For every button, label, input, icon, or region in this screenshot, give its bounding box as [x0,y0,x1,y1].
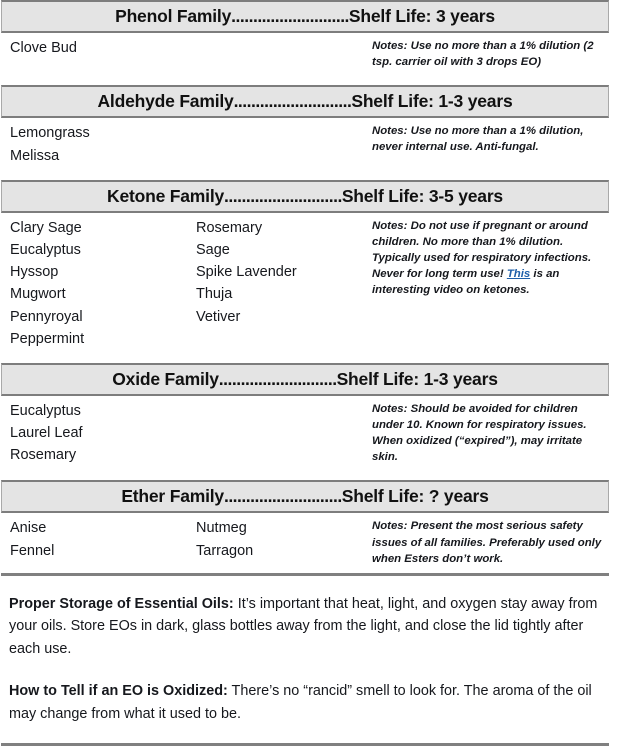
list-item: Thuja [196,286,233,303]
footer-rule-wrapper [0,725,627,746]
proper-storage-heading: Proper Storage of Essential Oils: [9,595,234,612]
list-item: Spike Lavender [196,264,297,281]
families-table-body [1,0,609,573]
list-item: Laurel Leaf [10,425,83,442]
family-dots-aldehyde: ........................... [233,91,352,112]
list-item: Rosemary [196,219,263,236]
oil-list-oxide-1 [1,396,187,471]
oils-column-2-aldehyde [187,118,364,170]
oil-list-ketone-1 [1,213,187,354]
list-item: Mugwort [10,286,66,303]
family-shelf-life-oxide: Shelf Life: 1-3 years [336,368,498,389]
family-header-row-ketone [1,180,609,213]
list-item: Fennel [10,542,55,559]
list-item: Nutmeg [196,520,247,537]
family-dots-phenol: ........................... [231,6,349,26]
oil-list-aldehyde-2 [187,118,364,126]
notes-ether [364,513,609,572]
list-item: Rosemary [10,447,77,464]
list-item: Clove Bud [10,40,77,57]
family-header-phenol [1,0,609,33]
list-item: Lemongrass [10,125,90,142]
notes-column-ether [364,513,609,572]
list-item: Vetiver [196,308,241,325]
oils-column-1-oxide [1,396,187,471]
oil-list-oxide-2 [187,396,364,404]
notes-text-oxide: Should be avoided for children under 10. Known for respiratory issues. When oxidized (“expired”), may irritate skin. [372,403,587,464]
family-name-phenol: Phenol Family [115,6,232,26]
family-dots-ether: ........................... [223,486,342,507]
family-header-row-aldehyde [1,85,609,118]
oils-column-2-phenol [187,33,364,76]
list-item: Hyssop [10,264,59,281]
oxidized-heading: How to Tell if an EO is Oxidized: [9,683,228,700]
oil-list-ketone-2 [187,213,364,332]
notes-phenol [364,33,609,76]
family-name-aldehyde: Aldehyde Family [97,91,234,112]
family-header-row-phenol [1,0,609,33]
oils-column-2-ketone [187,213,364,354]
ketone-video-link[interactable]: This [506,268,531,281]
notes-label-oxide: Notes: [372,403,408,416]
family-header-cell-oxide [1,363,609,396]
family-header-cell-aldehyde [1,85,609,118]
family-header-ketone [1,180,609,213]
family-header-cell-ketone [1,180,609,213]
notes-label-ketone: Notes: [372,219,408,232]
family-shelf-life-phenol: Shelf Life: 3 years [348,6,495,26]
notes-text-phenol: Use no more than a 1% dilution (2 tsp. carrier oil with 3 drops EO) [372,40,594,69]
notes-column-phenol [364,33,609,76]
oxidized-text: There’s no “rancid” smell to look for. The aroma of the oil may change from what it used to be. [9,683,592,722]
notes-text-ketone: Do not use if pregnant or around children. No more than 1% dilution. Typically used for respiratory infections. Never for long term use! [372,219,592,281]
oils-column-2-ether [187,513,364,572]
family-body-row-aldehyde [1,118,609,170]
list-item: Anise [10,520,47,537]
section-gap-ketone [1,354,609,363]
family-header-cell-phenol [1,0,609,33]
list-item: Peppermint [10,330,85,347]
proper-storage-paragraph [9,576,605,660]
family-shelf-life-aldehyde: Shelf Life: 1-3 years [351,91,513,112]
oil-list-phenol-1 [1,33,187,63]
family-header-row-oxide [1,363,609,396]
notes-oxide [364,396,609,471]
proper-storage-text: It’s important that heat, light, and oxygen stay away from your oils. Store EOs in dark, glass bottles away from the light, and close the lid tightly after each use. [9,595,598,657]
notes-text-ketone-after: is an interesting video on ketones. [372,268,560,297]
family-body-row-oxide [1,396,609,471]
family-name-ketone: Ketone Family [107,185,225,206]
oil-list-ether-1 [1,513,187,565]
list-item: Tarragon [196,542,254,559]
oils-column-2-oxide [187,396,364,471]
family-header-row-ether [1,480,609,513]
notes-column-aldehyde [364,118,609,170]
list-item: Eucalyptus [10,403,81,420]
family-body-row-phenol [1,33,609,76]
family-dots-ketone: ........................... [224,185,342,206]
section-gap-oxide [1,471,609,480]
notes-label-ether: Notes: [372,520,408,533]
notes-label-phenol: Notes: [372,40,408,53]
family-name-ether: Ether Family [121,486,224,507]
notes-text-aldehyde: Use no more than a 1% dilution, never internal use. Anti-fungal. [372,125,584,154]
notes-column-ketone [364,213,609,354]
list-item: Melissa [10,147,60,164]
list-item: Clary Sage [10,219,82,236]
family-body-row-ether [1,513,609,572]
oil-list-phenol-2 [187,33,364,41]
family-header-cell-ether [1,480,609,513]
family-name-oxide: Oxide Family [112,368,219,389]
notes-column-oxide [364,396,609,471]
family-shelf-life-ketone: Shelf Life: 3-5 years [341,185,503,206]
family-dots-oxide: ........................... [218,368,337,389]
section-gap-aldehyde [1,171,609,180]
oils-column-1-aldehyde [1,118,187,170]
notes-label-aldehyde: Notes: [372,125,408,138]
section-gap-phenol [1,76,609,85]
oils-column-1-ketone [1,213,187,354]
families-table [1,0,609,573]
oil-list-ether-2 [187,513,364,565]
oils-column-1-ether [1,513,187,572]
footer-notes [9,576,605,725]
list-item: Sage [196,242,230,259]
list-item: Pennyroyal [10,308,83,325]
oil-list-aldehyde-1 [1,118,187,170]
family-shelf-life-ether: Shelf Life: ? years [341,486,489,507]
family-header-ether [1,480,609,513]
oils-column-1-phenol [1,33,187,76]
oxidized-paragraph [9,660,605,725]
family-header-oxide [1,363,609,396]
family-body-row-ketone [1,213,609,354]
notes-ketone [364,213,609,304]
family-header-aldehyde [1,85,609,118]
notes-aldehyde [364,118,609,161]
list-item: Eucalyptus [10,242,81,259]
notes-text-ether: Present the most serious safety issues of all families. Preferably used only when Esters don’t work. [372,520,602,565]
